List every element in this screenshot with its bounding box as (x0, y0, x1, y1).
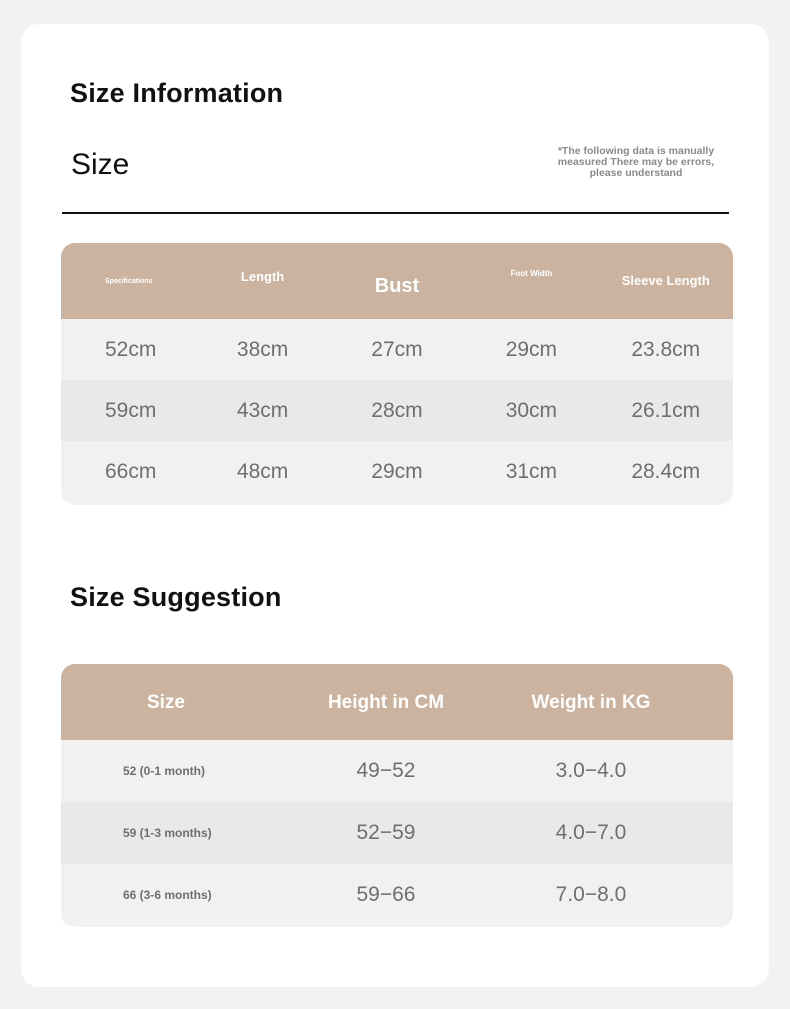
cell-specification: 52cm (105, 337, 157, 361)
cell-bust: 28cm (371, 398, 423, 422)
table-row (61, 319, 733, 380)
cell-weight: 3.0−4.0 (555, 759, 627, 782)
header-weight: Weight in KG (531, 691, 651, 713)
cell-size: 66 (3-6 months) (123, 887, 212, 902)
size-suggestion-title: Size Suggestion (70, 582, 282, 612)
measurement-note: *The following data is manually measured There may be errors, please understand (557, 145, 715, 179)
cell-weight: 7.0−8.0 (555, 883, 627, 906)
table-row (61, 864, 733, 926)
header-length: Length (240, 268, 285, 284)
size-information-title: Size Information (70, 78, 284, 108)
header-sleeve-length: Sleeve Length (621, 273, 710, 288)
header-size: Size (146, 691, 186, 713)
cell-height: 59−66 (356, 883, 416, 906)
header-bust: Bust (374, 274, 420, 297)
header-foot-width: Foot Width (510, 268, 553, 278)
table-row (61, 740, 733, 802)
cell-weight: 4.0−7.0 (555, 821, 627, 844)
divider-line (62, 212, 729, 214)
cell-sleeve-length: 23.8cm (631, 337, 701, 361)
cell-foot-width: 29cm (505, 337, 558, 361)
cell-bust: 27cm (371, 337, 423, 361)
cell-height: 49−52 (356, 759, 416, 782)
cell-length: 38cm (236, 337, 289, 361)
cell-foot-width: 31cm (505, 459, 558, 483)
cell-sleeve-length: 28.4cm (631, 459, 701, 483)
size-chart-card (21, 24, 769, 987)
size-information-table (61, 243, 733, 505)
cell-length: 48cm (236, 459, 289, 483)
table-row (61, 802, 733, 864)
cell-sleeve-length: 26.1cm (631, 398, 701, 422)
cell-foot-width: 30cm (505, 398, 558, 422)
cell-specification: 59cm (105, 398, 157, 422)
cell-height: 52−59 (356, 821, 416, 844)
table-row (61, 380, 733, 441)
size-label: Size (71, 148, 130, 181)
size-suggestion-table (61, 664, 733, 927)
cell-size: 59 (1-3 months) (123, 825, 212, 840)
header-specifications: Specifications (105, 277, 153, 285)
table-row (61, 441, 733, 502)
cell-bust: 29cm (371, 459, 423, 483)
table-header (61, 664, 733, 740)
header-height: Height in CM (327, 691, 445, 713)
cell-specification: 66cm (105, 459, 157, 483)
cell-length: 43cm (236, 398, 289, 422)
table-header (61, 243, 733, 319)
cell-size: 52 (0-1 month) (123, 763, 206, 778)
